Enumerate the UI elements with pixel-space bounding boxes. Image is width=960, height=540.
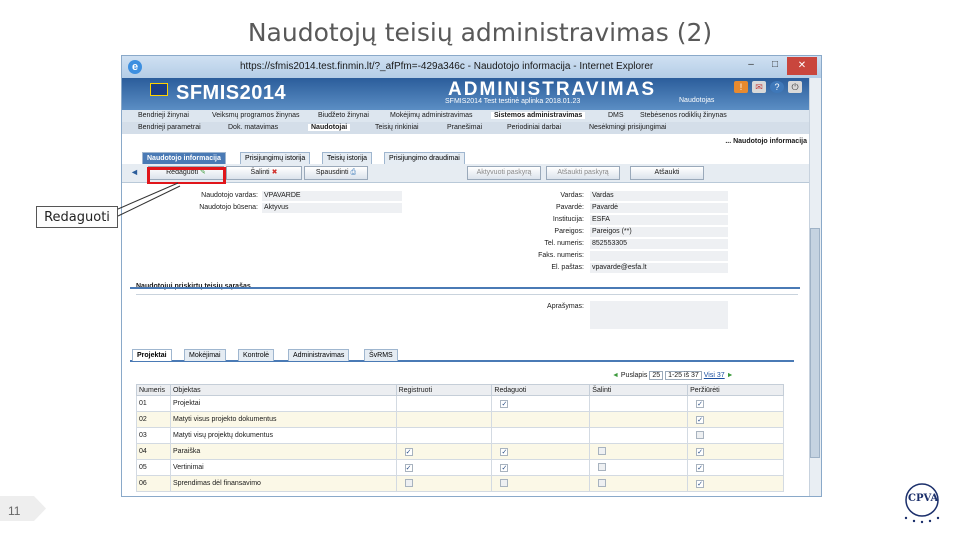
table-cell: 06	[137, 476, 171, 492]
table-cell	[396, 428, 492, 444]
permission-checkbox[interactable]	[405, 479, 413, 487]
tab-login-bans[interactable]: Prisijungimo draudimai	[384, 152, 465, 164]
permission-checkbox[interactable]	[598, 447, 606, 455]
table-cell: Projektai	[170, 396, 396, 412]
deactivate-account-button[interactable]: Atšaukti paskyrą	[546, 166, 620, 180]
permission-checkbox[interactable]: ✓	[501, 464, 508, 472]
first-name-label: Vardas:	[560, 192, 584, 199]
table-cell	[688, 460, 784, 476]
table-cell: Vertinimai	[170, 460, 396, 476]
mail-icon[interactable]: ✉	[752, 81, 766, 93]
permission-checkbox[interactable]: ✓	[501, 448, 508, 456]
menu-item-periodic-jobs[interactable]: Periodiniai darbai	[507, 124, 562, 131]
table-cell	[688, 396, 784, 412]
subtab-projects[interactable]: Projektai	[132, 349, 172, 361]
menu-item-common-registers[interactable]: Bendrieji žinynai	[138, 112, 189, 119]
logo-dot	[937, 517, 939, 519]
vertical-scrollbar[interactable]	[809, 78, 821, 497]
permission-checkbox[interactable]: ✓	[405, 464, 412, 472]
menu-item-system-administration[interactable]: Sistemos administravimas	[491, 112, 585, 119]
table-cell: 02	[137, 412, 171, 428]
table-pager	[612, 371, 734, 380]
table-cell	[492, 396, 590, 412]
menu-item-failed-logins[interactable]: Nesėkmingi prisijungimai	[589, 124, 667, 131]
username-value: VPAVARDE	[262, 191, 402, 201]
logo-dot	[929, 520, 931, 522]
menu-item-payment-administration[interactable]: Mokėjimų administravimas	[390, 112, 473, 119]
delete-icon: ✖	[271, 169, 278, 176]
table-row[interactable]	[137, 428, 784, 444]
status-label: Naudotojo būsena:	[199, 204, 258, 211]
table-cell	[688, 476, 784, 492]
page-size-select[interactable]: 25	[649, 371, 663, 380]
printer-icon: ⎙	[350, 169, 357, 176]
table-cell: Sprendimas dėl finansavimo	[170, 476, 396, 492]
permission-checkbox[interactable]	[598, 463, 606, 471]
permission-checkbox[interactable]: ✓	[697, 448, 704, 456]
page-range-select[interactable]: 1-25 iš 37	[665, 371, 702, 380]
table-cell: Matyti visus projekto dokumentus	[170, 412, 396, 428]
table-cell: 04	[137, 444, 171, 460]
app-banner	[122, 78, 821, 110]
logo-dot	[921, 521, 923, 523]
table-cell	[590, 412, 688, 428]
table-cell	[396, 476, 492, 492]
logo-dot	[905, 517, 907, 519]
breadcrumb-row	[122, 134, 821, 148]
menu-item-rights-sets[interactable]: Teisių rinkiniai	[375, 124, 419, 131]
delete-button-label: Šalinti	[250, 169, 270, 176]
main-menu	[122, 110, 821, 122]
table-cell: Matyti visų projektų dokumentus	[170, 428, 396, 444]
table-row[interactable]	[137, 460, 784, 476]
table-cell	[590, 460, 688, 476]
position-value: Pareigos (**)	[590, 227, 728, 237]
table-cell: Paraiška	[170, 444, 396, 460]
table-cell	[590, 428, 688, 444]
help-icon[interactable]: ?	[770, 81, 784, 93]
table-row[interactable]	[137, 412, 784, 428]
table-cell	[492, 412, 590, 428]
table-cell	[688, 444, 784, 460]
menu-item-monitoring-indicators[interactable]: Stebėsenos rodiklių žinynas	[640, 112, 727, 119]
phone-label: Tel. numeris:	[544, 240, 584, 247]
window-titlebar	[122, 56, 821, 78]
permission-checkbox[interactable]	[598, 479, 606, 487]
table-cell	[688, 428, 784, 444]
back-arrow-icon[interactable]: ◄	[130, 167, 139, 177]
table-cell	[492, 428, 590, 444]
section-divider	[136, 294, 798, 295]
section-title: ADMINISTRAVIMAS	[448, 79, 657, 100]
permissions-table	[136, 384, 784, 492]
fax-value	[590, 251, 728, 261]
table-cell	[492, 460, 590, 476]
notifications-icon[interactable]: !	[734, 81, 748, 93]
page-tabs	[122, 148, 821, 164]
close-button[interactable]: ✕	[787, 57, 817, 75]
slide-title: Naudotojų teisių administravimas (2)	[247, 18, 713, 47]
column-header-number[interactable]: Numeris	[137, 385, 171, 396]
brand-name: SFMIS2014	[176, 82, 287, 104]
tab-rights-history[interactable]: Teisių istorija	[322, 152, 372, 164]
table-cell	[590, 396, 688, 412]
minimize-button[interactable]: –	[748, 59, 754, 70]
user-label: Naudotojas	[679, 97, 715, 104]
phone-value: 852553305	[590, 239, 728, 249]
table-cell	[492, 444, 590, 460]
scrollbar-thumb[interactable]	[810, 228, 820, 458]
permission-checkbox[interactable]: ✓	[697, 400, 704, 408]
subtab-administration[interactable]: Administravimas	[288, 349, 349, 361]
permission-checkbox[interactable]: ✓	[501, 400, 508, 408]
toolbar	[122, 164, 821, 183]
page-number: 11	[8, 504, 21, 518]
sub-menu	[122, 122, 821, 134]
page-size-label: Puslapis	[620, 372, 648, 379]
email-label: El. paštas:	[551, 264, 584, 271]
menu-item-units[interactable]: Dok. matavimas	[228, 124, 279, 131]
username-label: Naudotojo vardas:	[201, 192, 258, 199]
edit-button-label: Redaguoti	[166, 169, 199, 176]
menu-item-budget-registers[interactable]: Biudžeto žinynai	[318, 112, 369, 119]
show-all-link[interactable]: Visi 37	[703, 372, 725, 379]
breadcrumb: ... Naudotojo informacija	[725, 138, 807, 145]
previous-page-icon[interactable]: ◄	[612, 372, 619, 379]
subtab-payments[interactable]: Mokėjimai	[184, 349, 226, 361]
permissions-section-title: Naudotojui priskirtų teisių sąrašas	[136, 283, 251, 290]
position-label: Pareigos:	[554, 228, 584, 235]
fax-label: Faks. numeris:	[538, 252, 584, 259]
table-row[interactable]	[137, 396, 784, 412]
maximize-button[interactable]: □	[771, 59, 779, 70]
institution-value: ESFA	[590, 215, 728, 225]
column-header-delete[interactable]: Šalinti	[590, 385, 688, 396]
delete-button[interactable]	[226, 166, 302, 180]
menu-item-operational-programme[interactable]: Veiksmų programos žinynas	[212, 112, 300, 119]
power-icon[interactable]: ⏻	[788, 81, 802, 93]
cpva-logo-text: CPVA	[908, 493, 939, 504]
description-label: Aprašymas:	[547, 303, 584, 310]
column-header-view[interactable]: Peržiūrėti	[688, 385, 784, 396]
table-row[interactable]	[137, 476, 784, 492]
menu-item-dms[interactable]: DMS	[608, 112, 624, 119]
column-header-register[interactable]: Registruoti	[396, 385, 492, 396]
browser-window	[121, 55, 822, 497]
subtab-svrms[interactable]: ŠvRMS	[364, 349, 398, 361]
permissions-table-body	[137, 396, 784, 492]
table-cell: 01	[137, 396, 171, 412]
print-button-label: Spausdinti	[315, 169, 349, 176]
table-cell	[396, 460, 492, 476]
permission-category-tabs	[130, 275, 800, 289]
column-header-object[interactable]: Objektas	[170, 385, 396, 396]
menu-item-general-parameters[interactable]: Bendrieji parametrai	[138, 124, 201, 131]
table-row[interactable]	[137, 444, 784, 460]
eu-flag-icon	[150, 83, 168, 96]
tab-login-history[interactable]: Prisijungimų istorija	[240, 152, 310, 164]
menu-item-notifications[interactable]: Pranešimai	[447, 124, 483, 131]
edit-button-highlight	[147, 167, 226, 185]
table-header-row	[137, 385, 784, 396]
permission-checkbox[interactable]: ✓	[697, 464, 704, 472]
logo-dot	[913, 520, 915, 522]
internet-explorer-icon: e	[128, 60, 142, 74]
environment-label: SFMIS2014 Test testinė aplinka 2018.01.23	[445, 98, 581, 105]
permission-checkbox[interactable]	[500, 479, 508, 487]
unlock-button[interactable]: Atšaukti	[630, 166, 704, 180]
institution-label: Institucija:	[552, 216, 584, 223]
last-name-value: Pavardė	[590, 203, 728, 213]
table-cell	[688, 412, 784, 428]
permission-checkbox[interactable]: ✓	[697, 480, 704, 488]
last-name-label: Pavardė:	[555, 204, 584, 211]
callout-label: Redaguoti	[36, 206, 118, 228]
tab-user-info[interactable]: Naudotojo informacija	[142, 152, 226, 164]
table-cell	[396, 412, 492, 428]
email-value: vpavarde@esfa.lt	[590, 263, 728, 273]
column-header-edit[interactable]: Redaguoti	[492, 385, 590, 396]
print-button[interactable]	[304, 166, 368, 180]
table-cell: 05	[137, 460, 171, 476]
activate-account-button[interactable]: Aktyvuoti paskyrą	[467, 166, 541, 180]
page-number-tab	[0, 496, 46, 521]
window-title: https://sfmis2014.test.finmin.lt/?_afPfm=-429a346c - Naudotojo informacija - Internet Explorer	[240, 61, 654, 72]
menu-item-users[interactable]: Naudotojai	[308, 124, 350, 131]
page-number-tab-shape	[0, 496, 46, 521]
pencil-icon: ✎	[200, 169, 206, 176]
status-value: Aktyvus	[262, 203, 402, 213]
table-cell	[590, 476, 688, 492]
first-name-value: Vardas	[590, 191, 728, 201]
table-cell: 03	[137, 428, 171, 444]
table-cell	[396, 396, 492, 412]
permission-checkbox[interactable]: ✓	[697, 416, 704, 424]
table-cell	[396, 444, 492, 460]
subtab-control[interactable]: Kontrolė	[238, 349, 274, 361]
permission-checkbox[interactable]	[696, 431, 704, 439]
permission-category-tab-bar	[130, 348, 794, 362]
description-value	[590, 301, 728, 329]
permission-checkbox[interactable]: ✓	[405, 448, 412, 456]
table-cell	[492, 476, 590, 492]
next-page-icon[interactable]: ►	[726, 372, 734, 379]
table-cell	[590, 444, 688, 460]
